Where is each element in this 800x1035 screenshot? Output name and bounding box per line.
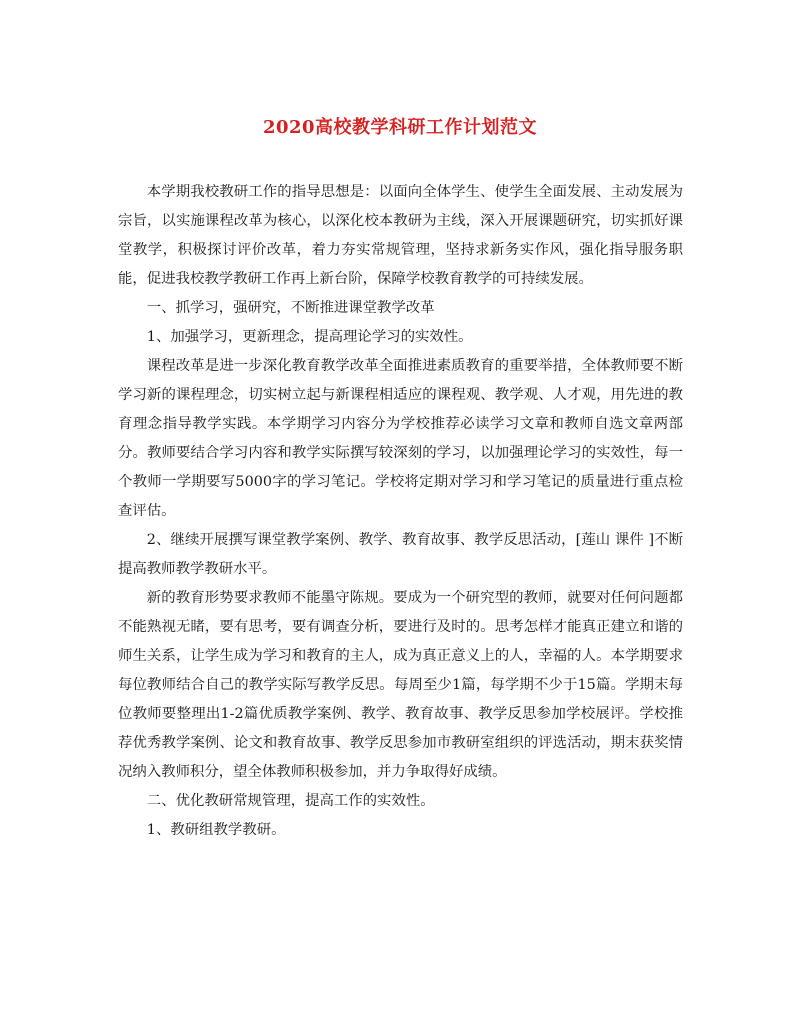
subheading-1-group-research: 1、教研组教学教研。 [146,822,286,838]
paragraph-curriculum-reform: 课程改革是进一步深化教育教学改革全面推进素质教育的重要举措，全体教师要不断学习新的课程理念，切实树立起与新课程相适应的课程观、教学观、人才观，用先进的教育理念指导教学实践。本学期学习内容分为学校推荐必读学习文章和教师自选文章两部分。教师要结合学习内容和教学实际撰写较深刻的学习，以加强理论学习的实效性，每一个教师一学期要写5000字的学习笔记。学校将定期对学习和学习笔记的质量进行重点检查评估。 [118,358,683,519]
document-body [118,178,683,845]
subheading-2-case-writing: 2、继续开展撰写课堂教学案例、教学、教育故事、教学反思活动，[莲山 课件 ]不断提高教师教学教研水平。 [118,532,683,577]
document-title: 2020高校教学科研工作计划范文 [262,117,538,138]
paragraph-new-situation: 新的教育形势要求教师不能墨守陈规。要成为一个研究型的教师，就要对任何问题都不能熟视无睹，要有思考，要有调查分析，要进行及时的。思考怎样才能真正建立和谐的师生关系，让学生成为学习和教育的主人，成为真正意义上的人，幸福的人。本学期要求每位教师结合自己的教学实际写教学反思。每周至少1篇，每学期不少于15篇。学期末每位教师要整理出1-2篇优质教学案例、教学、教育故事、教学反思参加学校展评。学校推荐优秀教学案例、论文和教育故事、教学反思参加市教研室组织的评选活动，期末获奖情况纳入教师积分，望全体教师积极参加，并力争取得好成绩。 [118,590,683,780]
heading-section-one: 一、抓学习，强研究，不断推进课堂教学改革 [146,300,435,316]
paragraph-guiding-thought: 本学期我校教研工作的指导思想是：以面向全体学生、使学生全面发展、主动发展为宗旨，以实施课程改革为核心，以深化校本教研为主线，深入开展课题研究，切实抓好课堂教学，积极探讨评价改革，着力夯实常规管理，坚持求新务实作风，强化指导服务职能，促进我校教学教研工作再上新台阶，保障学校教育教学的可持续发展。 [118,184,683,287]
heading-section-two: 二、优化教研常规管理，提高工作的实效性。 [146,793,435,809]
subheading-1-study: 1、加强学习，更新理念，提高理论学习的实效性。 [146,329,473,345]
